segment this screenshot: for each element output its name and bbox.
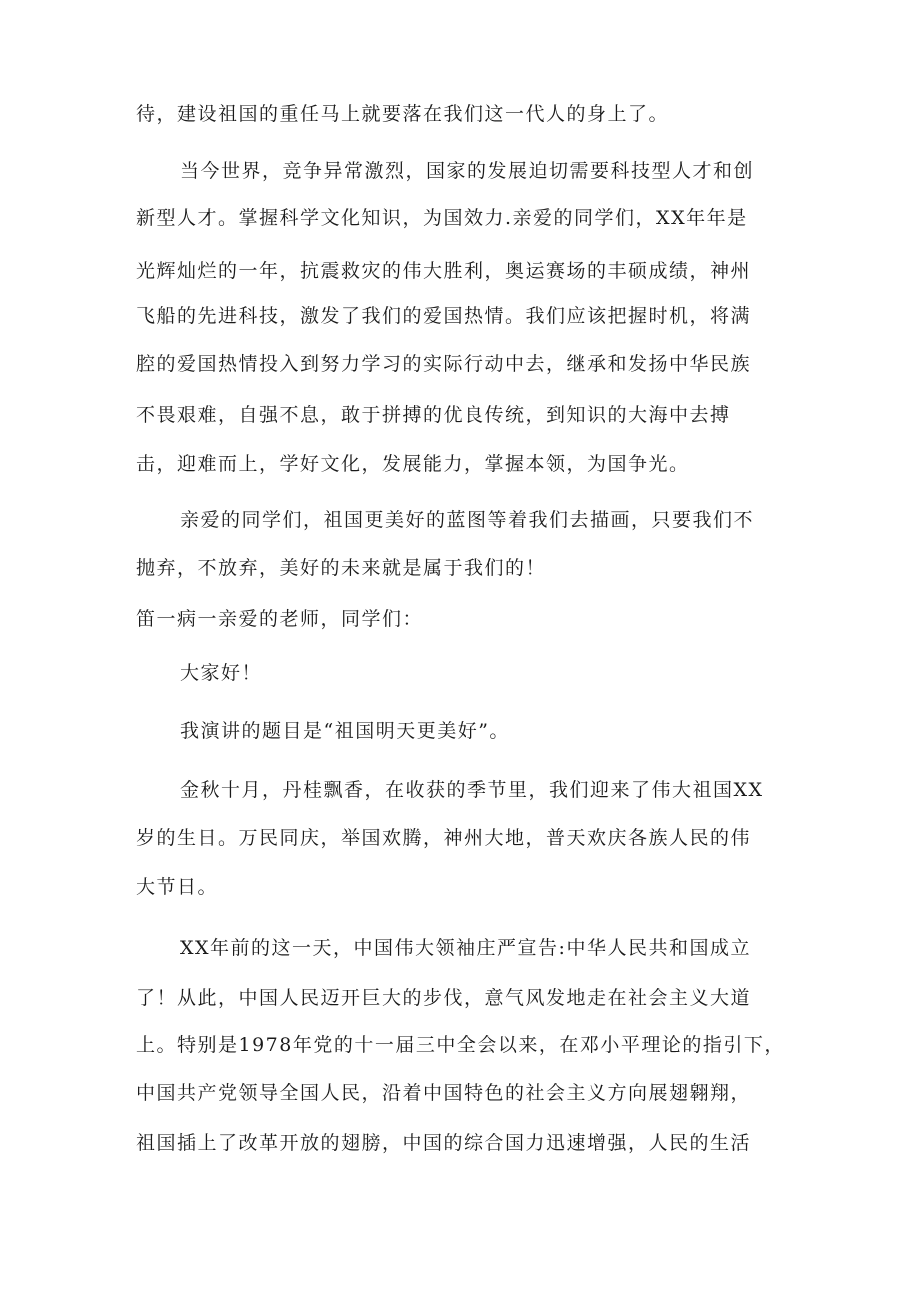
text-line: 上。特别是1978年党的十一届三中全会以来，在邓小平理论的指引下， <box>136 1034 785 1056</box>
text-line: 击，迎难而上，学好文化，发展能力，掌握本领，为国争光。 <box>136 453 690 475</box>
text-line: 中国共产党领导全国人民，沿着中国特色的社会主义方向展翅翱翔， <box>136 1082 752 1104</box>
text-line: 待，建设祖国的重任马上就要落在我们这一代人的身上了。 <box>136 103 670 125</box>
text-line: 了！从此，中国人民迈开巨大的步伐，意气风发地走在社会主义大道 <box>136 987 752 1009</box>
paragraph-first-line: 当今世界，竞争异常激烈，国家的发展迫切需要科技型人才和创 <box>180 160 755 182</box>
paragraph-first-line: 金秋十月，丹桂飘香，在收获的季节里，我们迎来了伟大祖国XX <box>180 779 764 801</box>
paragraph-first-line: XX年前的这一天，中国伟大领袖庄严宣告:中华人民共和国成立 <box>180 937 751 959</box>
text-line: 岁的生日。万民同庆，举国欢腾，神州大地，普天欢庆各族人民的伟 <box>136 827 752 849</box>
text-line: 祖国插上了改革开放的翅膀，中国的综合国力迅速增强，人民的生活 <box>136 1132 752 1154</box>
greeting-line: 大家好！ <box>180 662 263 684</box>
salutation-line: 笛一病一亲爱的老师，同学们： <box>136 608 424 630</box>
paragraph-first-line: 亲爱的同学们，祖国更美好的蓝图等着我们去描画，只要我们不 <box>180 509 755 531</box>
text-line: 光辉灿烂的一年，抗震救灾的伟大胜利，奥运赛场的丰硕成绩，神州 <box>136 260 752 282</box>
text-line: 新型人才。掌握科学文化知识，为国效力.亲爱的同学们，XX年年是 <box>136 207 748 229</box>
text-line: 飞船的先进科技，激发了我们的爱国热情。我们应该把握时机，将满 <box>136 305 752 327</box>
text-line: 腔的爱国热情投入到努力学习的实际行动中去，继承和发扬中华民族 <box>136 353 752 375</box>
text-line: 大节日。 <box>136 876 219 898</box>
text-line: 抛弃，不放弃，美好的未来就是属于我们的！ <box>136 557 547 579</box>
paragraph-first-line: 我演讲的题目是“祖国明天更美好”。 <box>180 720 510 742</box>
text-line: 不畏艰难，自强不息，敢于拼搏的优良传统，到知识的大海中去搏 <box>136 404 731 426</box>
